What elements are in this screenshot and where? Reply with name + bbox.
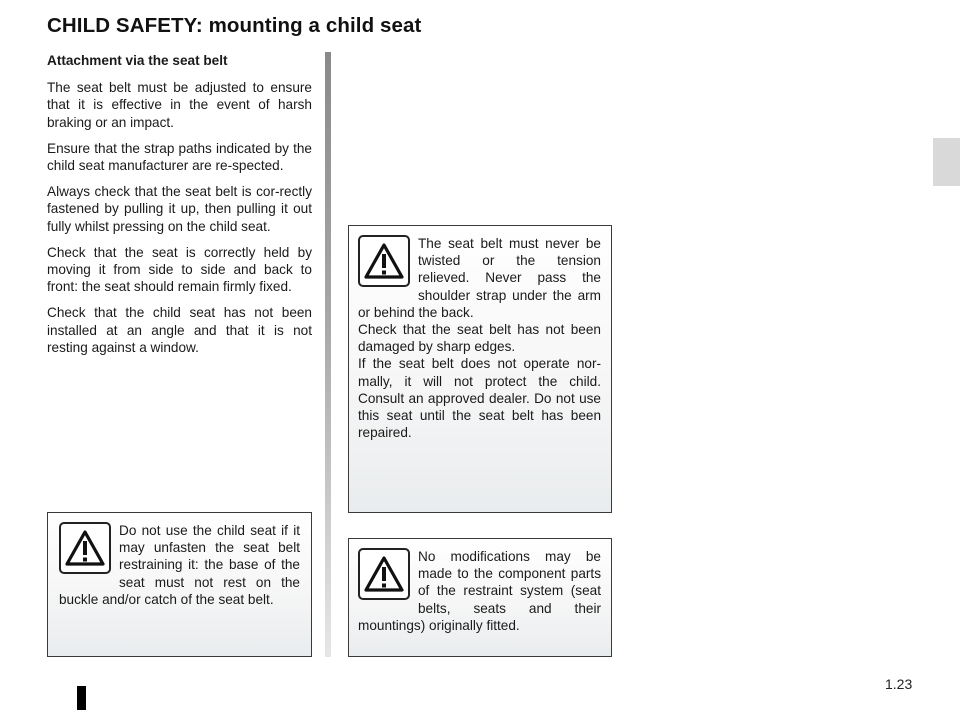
warning-text: Do not use the child seat if it may unfasten the seat belt restraining it: the base of the seat must not rest on the buckle and/or catch of the seat belt. xyxy=(59,523,300,607)
warning-text: No modifications may be made to the component parts of the restraint system (seat belts, seats and their mountings) originally fitted. xyxy=(358,549,601,633)
warning-box-modifications xyxy=(348,538,612,657)
paragraph: The seat belt must be adjusted to ensure that it is effective in the event of harsh braking or an impact. xyxy=(47,80,312,130)
warning-box-seat-belt xyxy=(348,225,612,513)
warning-triangle-icon xyxy=(358,235,410,287)
crop-mark xyxy=(77,686,86,710)
column-divider xyxy=(325,52,331,657)
warning-text: The seat belt must never be twisted or the tension relieved. Never pass the shoulder strap under the arm or behind the back. xyxy=(358,236,601,320)
section-subheading: Attachment via the seat belt xyxy=(47,53,228,68)
chapter-side-tab xyxy=(933,138,960,186)
page-number: 1.23 xyxy=(885,676,913,692)
warning-box-seat-unfasten xyxy=(47,512,312,657)
warning-text: If the seat belt does not operate nor-mally, it will not protect the child. Consult an approved dealer. Do not use this seat until the seat belt has been repaired. xyxy=(358,356,601,441)
warning-triangle-icon xyxy=(358,548,410,600)
paragraph: Ensure that the strap paths indicated by the child seat manufacturer are re-spected. xyxy=(47,140,312,174)
warning-triangle-icon xyxy=(59,522,111,574)
page-title: CHILD SAFETY: mounting a child seat xyxy=(47,14,422,37)
paragraph: Check that the child seat has not been installed at an angle and that it is not resting against a window. xyxy=(47,305,312,355)
warning-text: Check that the seat belt has not been damaged by sharp edges. xyxy=(358,322,601,355)
paragraph: Always check that the seat belt is cor-rectly fastened by pulling it up, then pulling it out fully whilst pressing on the child seat. xyxy=(47,184,312,234)
left-column xyxy=(47,52,312,365)
paragraph: Check that the seat is correctly held by moving it from side to side and back to front: the seat should remain firmly fixed. xyxy=(47,244,312,295)
